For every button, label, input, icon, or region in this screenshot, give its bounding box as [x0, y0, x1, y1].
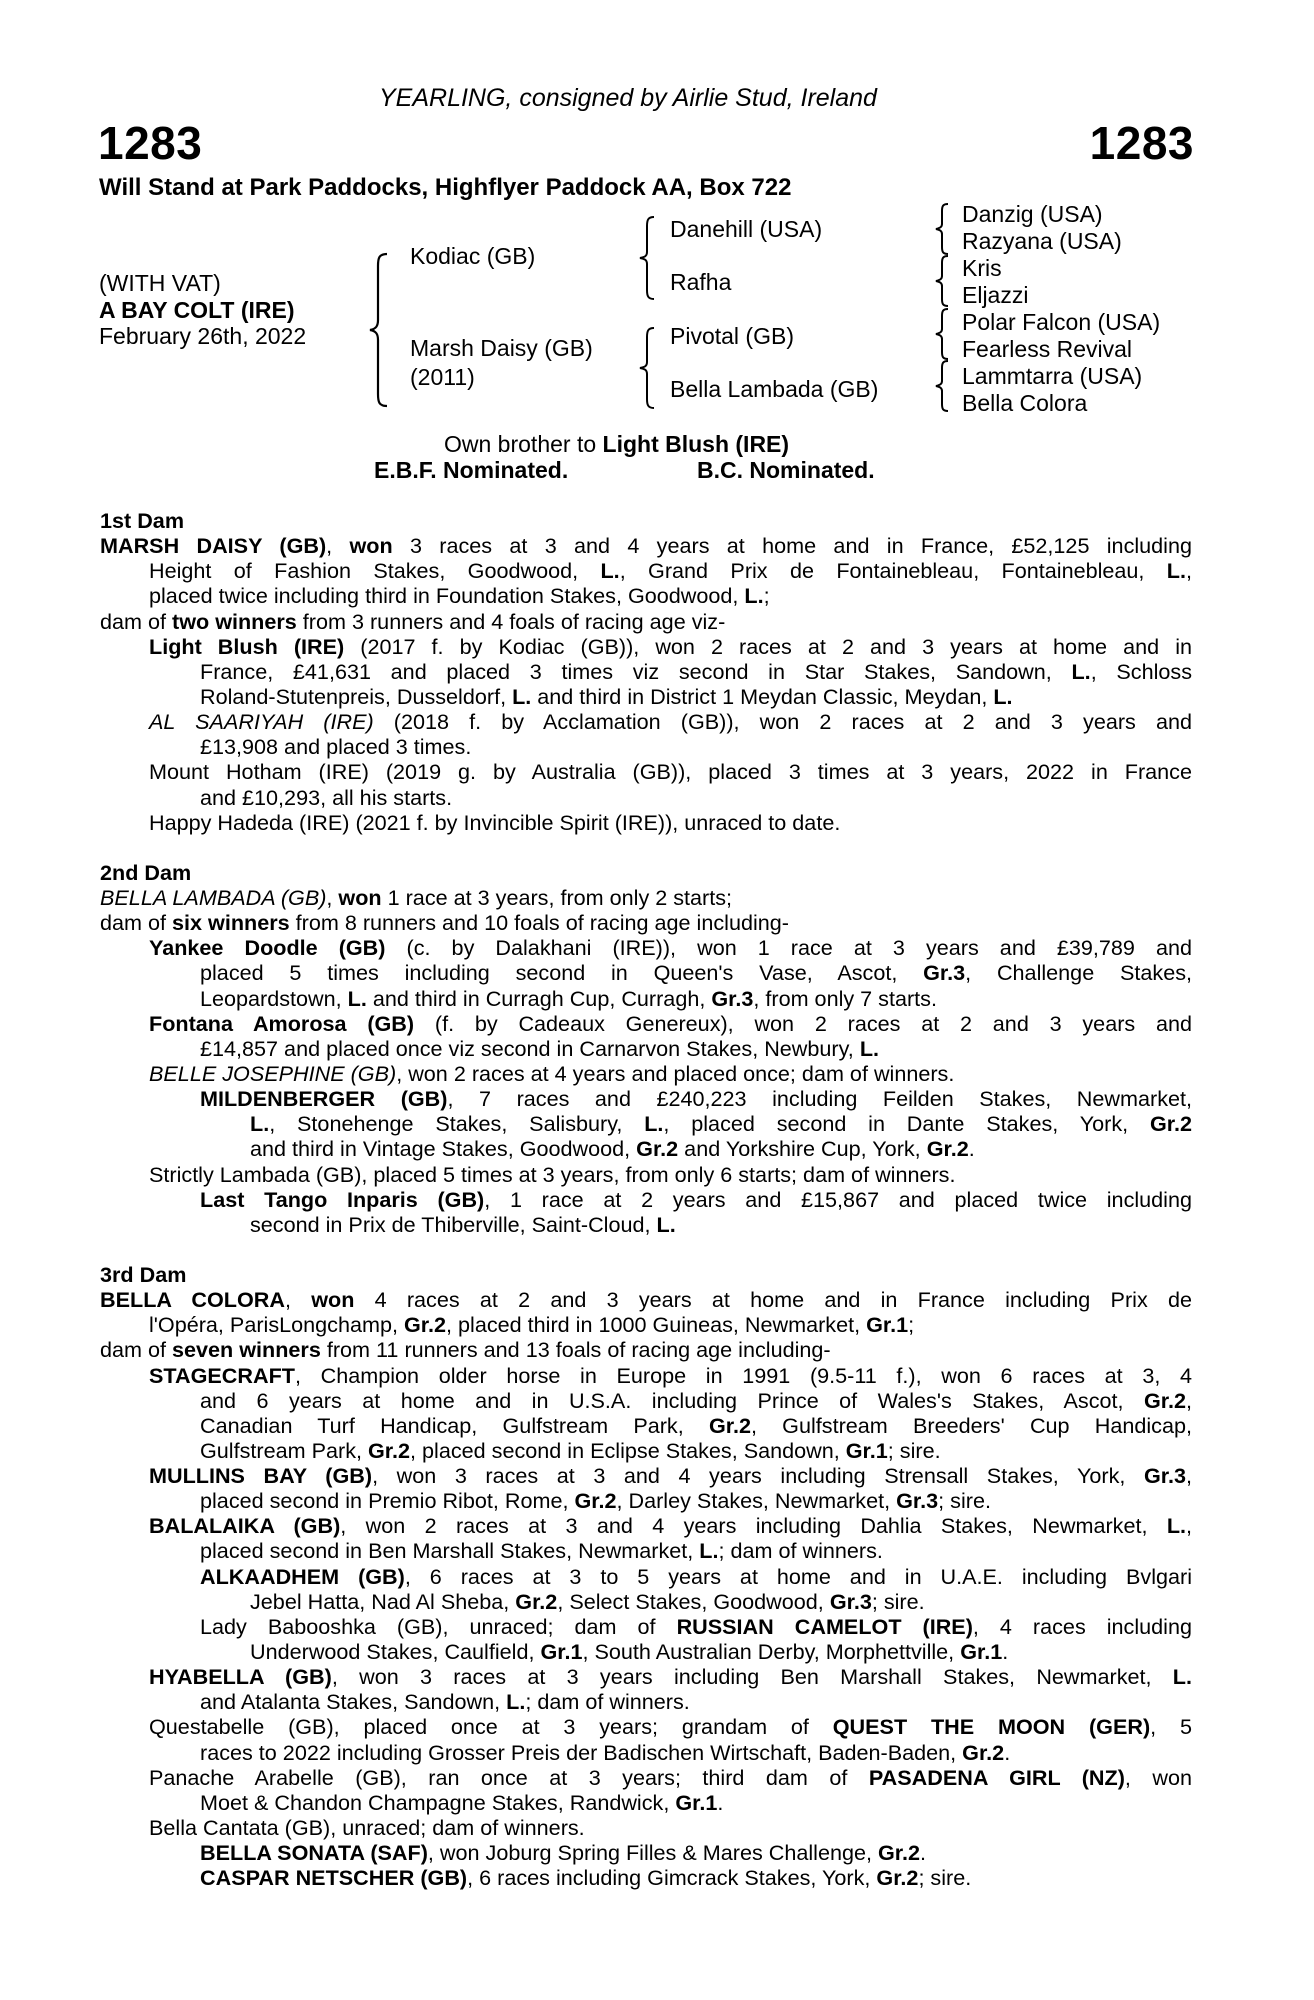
bold-text: two winners: [172, 608, 297, 634]
bold-text: L.: [1071, 658, 1091, 684]
bold-text: Gr.2: [878, 1840, 921, 1866]
text: .: [968, 1136, 975, 1162]
bold-text: L.: [506, 1689, 526, 1715]
bold-text: Yankee Doodle (GB): [149, 935, 386, 961]
text: l'Opéra, ParisLongchamp,: [149, 1312, 404, 1338]
text: placed second in Ben Marshall Stakes, Newmarket,: [200, 1538, 700, 1564]
record-line: [100, 634, 1192, 659]
record-line: [100, 1714, 1192, 1739]
text: and third in Vintage Stakes, Goodwood,: [250, 1136, 637, 1162]
text: £14,857 and placed once viz second in Carnarvon Stakes, Newbury,: [200, 1035, 860, 1061]
bold-text: Fontana Amorosa (GB): [149, 1010, 415, 1036]
record-line: [100, 1765, 1192, 1790]
ebf-nominated: E.B.F. Nominated.: [374, 457, 569, 483]
record-line: [100, 1187, 1192, 1212]
text: 4 races at 2 and 3 years at home and in France including Prix de: [354, 1287, 1192, 1313]
pedigree-brace-gen3-3: [932, 306, 952, 362]
text: , Schloss: [1090, 658, 1192, 684]
consignment-line: YEARLING, consigned by Airlie Stud, Ireland: [379, 84, 877, 112]
record-line: [100, 785, 1192, 810]
text: ,: [1185, 558, 1192, 584]
text: , from only 7 starts.: [753, 985, 937, 1011]
record-line: [100, 1136, 1192, 1161]
gen3-ancestor: Lammtarra (USA): [962, 363, 1143, 389]
text: placed twice including third in Foundation Stakes, Goodwood,: [149, 583, 745, 609]
text: and Yorkshire Cup, York,: [678, 1136, 927, 1162]
text: Strictly Lambada (GB), placed 5 times at 3 years, from only 6 starts; dam of winners.: [149, 1161, 956, 1187]
text: , 6 races at 3 to 5 years at home and in U.A.E. including Bvlgari: [404, 1563, 1192, 1589]
dam-name: Marsh Daisy (GB): [410, 335, 593, 361]
italic-text: BELLE JOSEPHINE (GB): [149, 1060, 397, 1086]
record-line: [100, 1438, 1192, 1463]
text: dam of: [100, 1337, 173, 1363]
text: (c. by Dalakhani (IRE)), won 1 race at 3 years and £39,789 and: [385, 935, 1192, 961]
bold-text: STAGECRAFT: [149, 1362, 295, 1388]
bold-text: BELLA SONATA (SAF): [200, 1840, 428, 1866]
record-line: [100, 1337, 1192, 1362]
text: ,: [1186, 1387, 1192, 1413]
bold-text: L.: [1166, 1513, 1187, 1539]
bold-text: BELLA COLORA: [100, 1287, 285, 1313]
bold-text: Gr.2: [403, 1312, 447, 1338]
bold-text: won: [311, 1287, 355, 1313]
section-heading: 3rd Dam: [100, 1261, 187, 1287]
text: ; sire.: [918, 1865, 972, 1891]
record-line: [100, 1513, 1192, 1538]
bold-text: L.: [1172, 1664, 1192, 1690]
record-line: [100, 986, 1192, 1011]
pedigree-brace-gen1: [365, 250, 395, 410]
record-line: [100, 935, 1192, 960]
record-line: [100, 1388, 1192, 1413]
bold-text: PASADENA GIRL (NZ): [868, 1764, 1125, 1790]
record-line: [100, 533, 1192, 558]
gen3-ancestor: Fearless Revival: [962, 336, 1132, 362]
section-spacer: [100, 835, 1192, 860]
bold-text: Gr.3: [829, 1588, 872, 1614]
bold-text: Gr.2: [574, 1488, 617, 1514]
section-spacer: [100, 1237, 1192, 1262]
bold-text: L.: [744, 583, 764, 609]
text: , won: [1124, 1764, 1192, 1790]
record-line: [100, 1363, 1192, 1388]
gen3-ancestor: Kris: [962, 255, 1002, 281]
text: , Stonehenge Stakes, Salisbury,: [269, 1111, 645, 1137]
record-line: [100, 1865, 1192, 1890]
record-line: [100, 1162, 1192, 1187]
record-line: [100, 1287, 1192, 1312]
text: from 8 runners and 10 foals of racing age including-: [289, 910, 789, 936]
text: Lady Babooshka (GB), unraced; dam of: [200, 1613, 677, 1639]
vat-label: (WITH VAT): [99, 270, 221, 296]
text: , Select Stakes, Goodwood,: [557, 1588, 830, 1614]
text: Height of Fashion Stakes, Goodwood,: [149, 558, 601, 584]
text: , 4 races including: [972, 1613, 1192, 1639]
text: , South Australian Derby, Morphettville,: [582, 1639, 961, 1665]
bold-text: Gr.3: [711, 985, 754, 1011]
bold-text: Gr.2: [1149, 1111, 1192, 1137]
text: , placed third in 1000 Guineas, Newmarket,: [446, 1312, 867, 1338]
text: ,: [326, 884, 339, 910]
bold-text: MARSH DAISY (GB): [100, 533, 327, 559]
bold-text: Last Tango Inparis (GB): [200, 1186, 485, 1212]
bold-text: Gr.2: [515, 1588, 558, 1614]
record-line: [100, 583, 1192, 608]
bold-text: Gr.2: [1143, 1387, 1186, 1413]
record-line: [100, 1061, 1192, 1086]
dam-sire-name: Pivotal (GB): [670, 323, 794, 349]
text: ,: [326, 533, 350, 559]
bold-text: QUEST THE MOON (GER): [832, 1714, 1151, 1740]
record-line: [100, 810, 1192, 835]
text: races to 2022 including Grosser Preis der Badischen Wirtschaft, Baden-Baden,: [200, 1739, 963, 1765]
bold-text: won: [338, 884, 382, 910]
text: , Champion older horse in Europe in 1991 (9.5-11 f.), won 6 races at 3, 4: [294, 1362, 1192, 1388]
text: and third in Curragh Cup, Curragh,: [366, 985, 712, 1011]
text: and £10,293, all his starts.: [200, 784, 453, 810]
bold-text: L.: [250, 1111, 270, 1137]
gen3-ancestor: Danzig (USA): [962, 201, 1103, 227]
text: ;: [908, 1312, 915, 1338]
section-heading: 2nd Dam: [100, 859, 192, 885]
record-line: [100, 659, 1192, 684]
text: , won 3 races at 3 years including Ben Marshall Stakes, Newmarket,: [331, 1664, 1173, 1690]
text: .: [920, 1840, 927, 1866]
foaling-date: February 26th, 2022: [99, 323, 307, 349]
record-line: [100, 1815, 1192, 1840]
text: , Darley Stakes, Newmarket,: [616, 1488, 897, 1514]
text: , won 2 races at 4 years and placed once; dam of winners.: [396, 1060, 955, 1086]
gen3-ancestor: Bella Colora: [962, 390, 1088, 416]
bold-text: Gr.2: [962, 1739, 1005, 1765]
bold-text: MULLINS BAY (GB): [149, 1463, 373, 1489]
record-line: [100, 960, 1192, 985]
section-heading: 1st Dam: [100, 508, 185, 533]
bold-text: L.: [347, 985, 367, 1011]
record-line: [100, 1689, 1192, 1714]
pedigree-brace-gen3-4: [932, 358, 952, 414]
text: , 7 races and £240,223 including Feilden Stakes, Newmarket,: [447, 1086, 1192, 1112]
text: Roland-Stutenpreis, Dusseldorf,: [200, 683, 513, 709]
text: , won Joburg Spring Filles & Mares Challenge,: [427, 1840, 878, 1866]
text: second in Prix de Thiberville, Saint-Cloud,: [250, 1211, 657, 1237]
text: , won 3 races at 3 and 4 years including Strensall Stakes, York,: [372, 1463, 1144, 1489]
bc-nominated: B.C. Nominated.: [697, 457, 875, 483]
bold-text: L.: [656, 1211, 676, 1237]
text: ; sire.: [938, 1488, 991, 1514]
text: Mount Hotham (IRE) (2019 g. by Australia (GB)), placed 3 times at 3 years, 2022 in France: [149, 759, 1192, 785]
bold-text: seven winners: [172, 1337, 321, 1363]
record-line: [100, 1664, 1192, 1689]
own-brother-prefix: Own brother to: [444, 431, 603, 457]
bold-text: Gr.1: [845, 1437, 888, 1463]
bold-text: Gr.2: [708, 1412, 751, 1438]
text: ,: [284, 1287, 312, 1313]
sire-dam-name: Rafha: [670, 269, 732, 295]
bold-text: six winners: [172, 910, 290, 936]
text: Underwood Stakes, Caulfield,: [250, 1639, 541, 1665]
record-line: [100, 1086, 1192, 1111]
record-line: [100, 1614, 1192, 1639]
dam-year: (2011): [410, 364, 475, 390]
text: ,: [1186, 1463, 1192, 1489]
text: ; dam of winners.: [525, 1689, 690, 1715]
text: placed 5 times including second in Queen's Vase, Ascot,: [200, 960, 924, 986]
bold-text: Gr.3: [923, 960, 966, 986]
record-line: [100, 684, 1192, 709]
text: dam of: [100, 608, 173, 634]
text: Leopardstown,: [200, 985, 348, 1011]
text: , placed second in Dante Stakes, York,: [663, 1111, 1150, 1137]
record-line: [100, 885, 1192, 910]
gen3-ancestor: Razyana (USA): [962, 228, 1122, 254]
bold-text: L.: [699, 1538, 719, 1564]
bold-text: CASPAR NETSCHER (GB): [200, 1865, 468, 1891]
pedigree-brace-dam: [636, 325, 660, 411]
text: , 1 race at 2 years and £15,867 and placed twice including: [484, 1186, 1192, 1212]
gen3-ancestor: Polar Falcon (USA): [962, 309, 1161, 335]
pedigree-brace-gen3-1: [932, 201, 952, 257]
record-line: [100, 1413, 1192, 1438]
record-line: [100, 734, 1192, 759]
record-line: [100, 1790, 1192, 1815]
record-line: [100, 1036, 1192, 1061]
bold-text: Gr.2: [926, 1136, 969, 1162]
bold-text: Gr.3: [1143, 1463, 1186, 1489]
text: ;: [763, 583, 770, 609]
pedigree-brace-gen3-2: [932, 253, 952, 309]
bold-text: MILDENBERGER (GB): [200, 1086, 448, 1112]
text: Questabelle (GB), placed once at 3 years; grandam of: [149, 1714, 833, 1740]
text: dam of: [100, 910, 173, 936]
bold-text: Gr.2: [636, 1136, 679, 1162]
text: from 3 runners and 4 foals of racing age viz-: [296, 608, 726, 634]
text: Bella Cantata (GB), unraced; dam of winners.: [149, 1815, 585, 1841]
own-brother-note: [444, 431, 789, 458]
record-line: [100, 1312, 1192, 1337]
text: and third in District 1 Meydan Classic, Meydan,: [531, 683, 994, 709]
text: Panache Arabelle (GB), ran once at 3 years; third dam of: [149, 1764, 869, 1790]
record-line: [100, 709, 1192, 734]
text: placed second in Premio Ribot, Rome,: [200, 1488, 575, 1514]
text: from 11 runners and 13 foals of racing age including-: [320, 1337, 831, 1363]
bold-text: Gr.2: [368, 1437, 411, 1463]
bold-text: Gr.2: [876, 1865, 919, 1891]
text: Gulfstream Park,: [200, 1437, 368, 1463]
text: , 6 races including Gimcrack Stakes, York,: [467, 1865, 877, 1891]
bold-text: HYABELLA (GB): [149, 1664, 332, 1690]
text: Canadian Turf Handicap, Gulfstream Park,: [200, 1412, 709, 1438]
text: , Gulfstream Breeders' Cup Handicap,: [750, 1412, 1192, 1438]
sire-sire-name: Danehill (USA): [670, 216, 823, 242]
text: France, £41,631 and placed 3 times viz second in Star Stakes, Sandown,: [200, 658, 1072, 684]
bold-text: BALALAIKA (GB): [149, 1513, 341, 1539]
text: .: [717, 1789, 724, 1815]
record-line: [100, 759, 1192, 784]
bold-text: ALKAADHEM (GB): [200, 1563, 405, 1589]
record-line: [100, 1111, 1192, 1136]
bold-text: Light Blush (IRE): [149, 633, 345, 659]
text: and Atalanta Stakes, Sandown,: [200, 1689, 507, 1715]
record-line: [100, 1589, 1192, 1614]
bold-text: won: [349, 533, 393, 559]
text: , Challenge Stakes,: [965, 960, 1192, 986]
bold-text: L.: [993, 683, 1013, 709]
record-line: [100, 1212, 1192, 1237]
bold-text: Gr.3: [896, 1488, 939, 1514]
gen3-ancestor: Eljazzi: [962, 282, 1029, 308]
lot-number-right: 1283: [1089, 117, 1194, 169]
record-line: [100, 1011, 1192, 1036]
bold-text: Gr.1: [960, 1639, 1003, 1665]
record-line: [100, 1538, 1192, 1563]
text: , won 2 races at 3 and 4 years including Dahlia Stakes, Newmarket,: [340, 1513, 1167, 1539]
text: .: [1002, 1639, 1009, 1665]
text: (2018 f. by Acclamation (GB)), won 2 races at 2 and 3 years and: [373, 709, 1192, 735]
text: , 5: [1150, 1714, 1192, 1740]
bold-text: L.: [600, 558, 620, 584]
record-line: [100, 1740, 1192, 1765]
text: Jebel Hatta, Nad Al Sheba,: [250, 1588, 516, 1614]
record-line: [100, 910, 1192, 935]
text: and 6 years at home and in U.S.A. including Prince of Wales's Stakes, Ascot,: [200, 1387, 1144, 1413]
bold-text: L.: [512, 683, 532, 709]
text: Moet & Chandon Champagne Stakes, Randwick,: [200, 1789, 676, 1815]
text: 1 race at 3 years, from only 2 starts;: [381, 884, 733, 910]
text: £13,908 and placed 3 times.: [200, 734, 472, 760]
dam-dam-name: Bella Lambada (GB): [670, 376, 879, 402]
record-line: [100, 609, 1192, 634]
text: .: [1004, 1739, 1011, 1765]
text: (f. by Cadeaux Genereux), won 2 races at 2 and 3 years and: [414, 1010, 1192, 1036]
text: ,: [1186, 1513, 1192, 1539]
italic-text: AL SAARIYAH (IRE): [149, 709, 374, 735]
bold-text: Gr.1: [866, 1312, 909, 1338]
horse-name: A BAY COLT (IRE): [99, 297, 295, 323]
text: , placed second in Eclipse Stakes, Sandown,: [410, 1437, 846, 1463]
text: 3 races at 3 and 4 years at home and in France, £52,125 including: [392, 533, 1192, 559]
bold-text: L.: [1166, 558, 1186, 584]
italic-text: BELLA LAMBADA (GB): [100, 884, 327, 910]
pedigree-brace-sire: [636, 214, 660, 302]
record-line: [100, 1463, 1192, 1488]
stabling-location: Will Stand at Park Paddocks, Highflyer Paddock AA, Box 722: [99, 174, 792, 201]
record-line: [100, 1564, 1192, 1589]
record-line: [100, 558, 1192, 583]
bold-text: L.: [644, 1111, 664, 1137]
bold-text: Gr.1: [675, 1789, 718, 1815]
record-line: [100, 1840, 1192, 1865]
produce-record: [100, 508, 1192, 1890]
bold-text: RUSSIAN CAMELOT (IRE): [676, 1613, 973, 1639]
lot-number-left: 1283: [98, 117, 203, 169]
bold-text: L.: [859, 1035, 880, 1061]
text: (2017 f. by Kodiac (GB)), won 2 races at 2 and 3 years at home and in: [344, 633, 1192, 659]
text: , Grand Prix de Fontainebleau, Fontainebleau,: [619, 558, 1167, 584]
text: ; dam of winners.: [718, 1538, 883, 1564]
record-line: [100, 1639, 1192, 1664]
text: ; sire.: [871, 1588, 925, 1614]
text: ; sire.: [887, 1437, 941, 1463]
bold-text: Gr.1: [540, 1639, 583, 1665]
text: Happy Hadeda (IRE) (2021 f. by Invincible Spirit (IRE)), unraced to date.: [149, 809, 841, 835]
own-brother-name: Light Blush (IRE): [602, 431, 790, 457]
record-line: [100, 1488, 1192, 1513]
sire-name: Kodiac (GB): [410, 243, 536, 269]
